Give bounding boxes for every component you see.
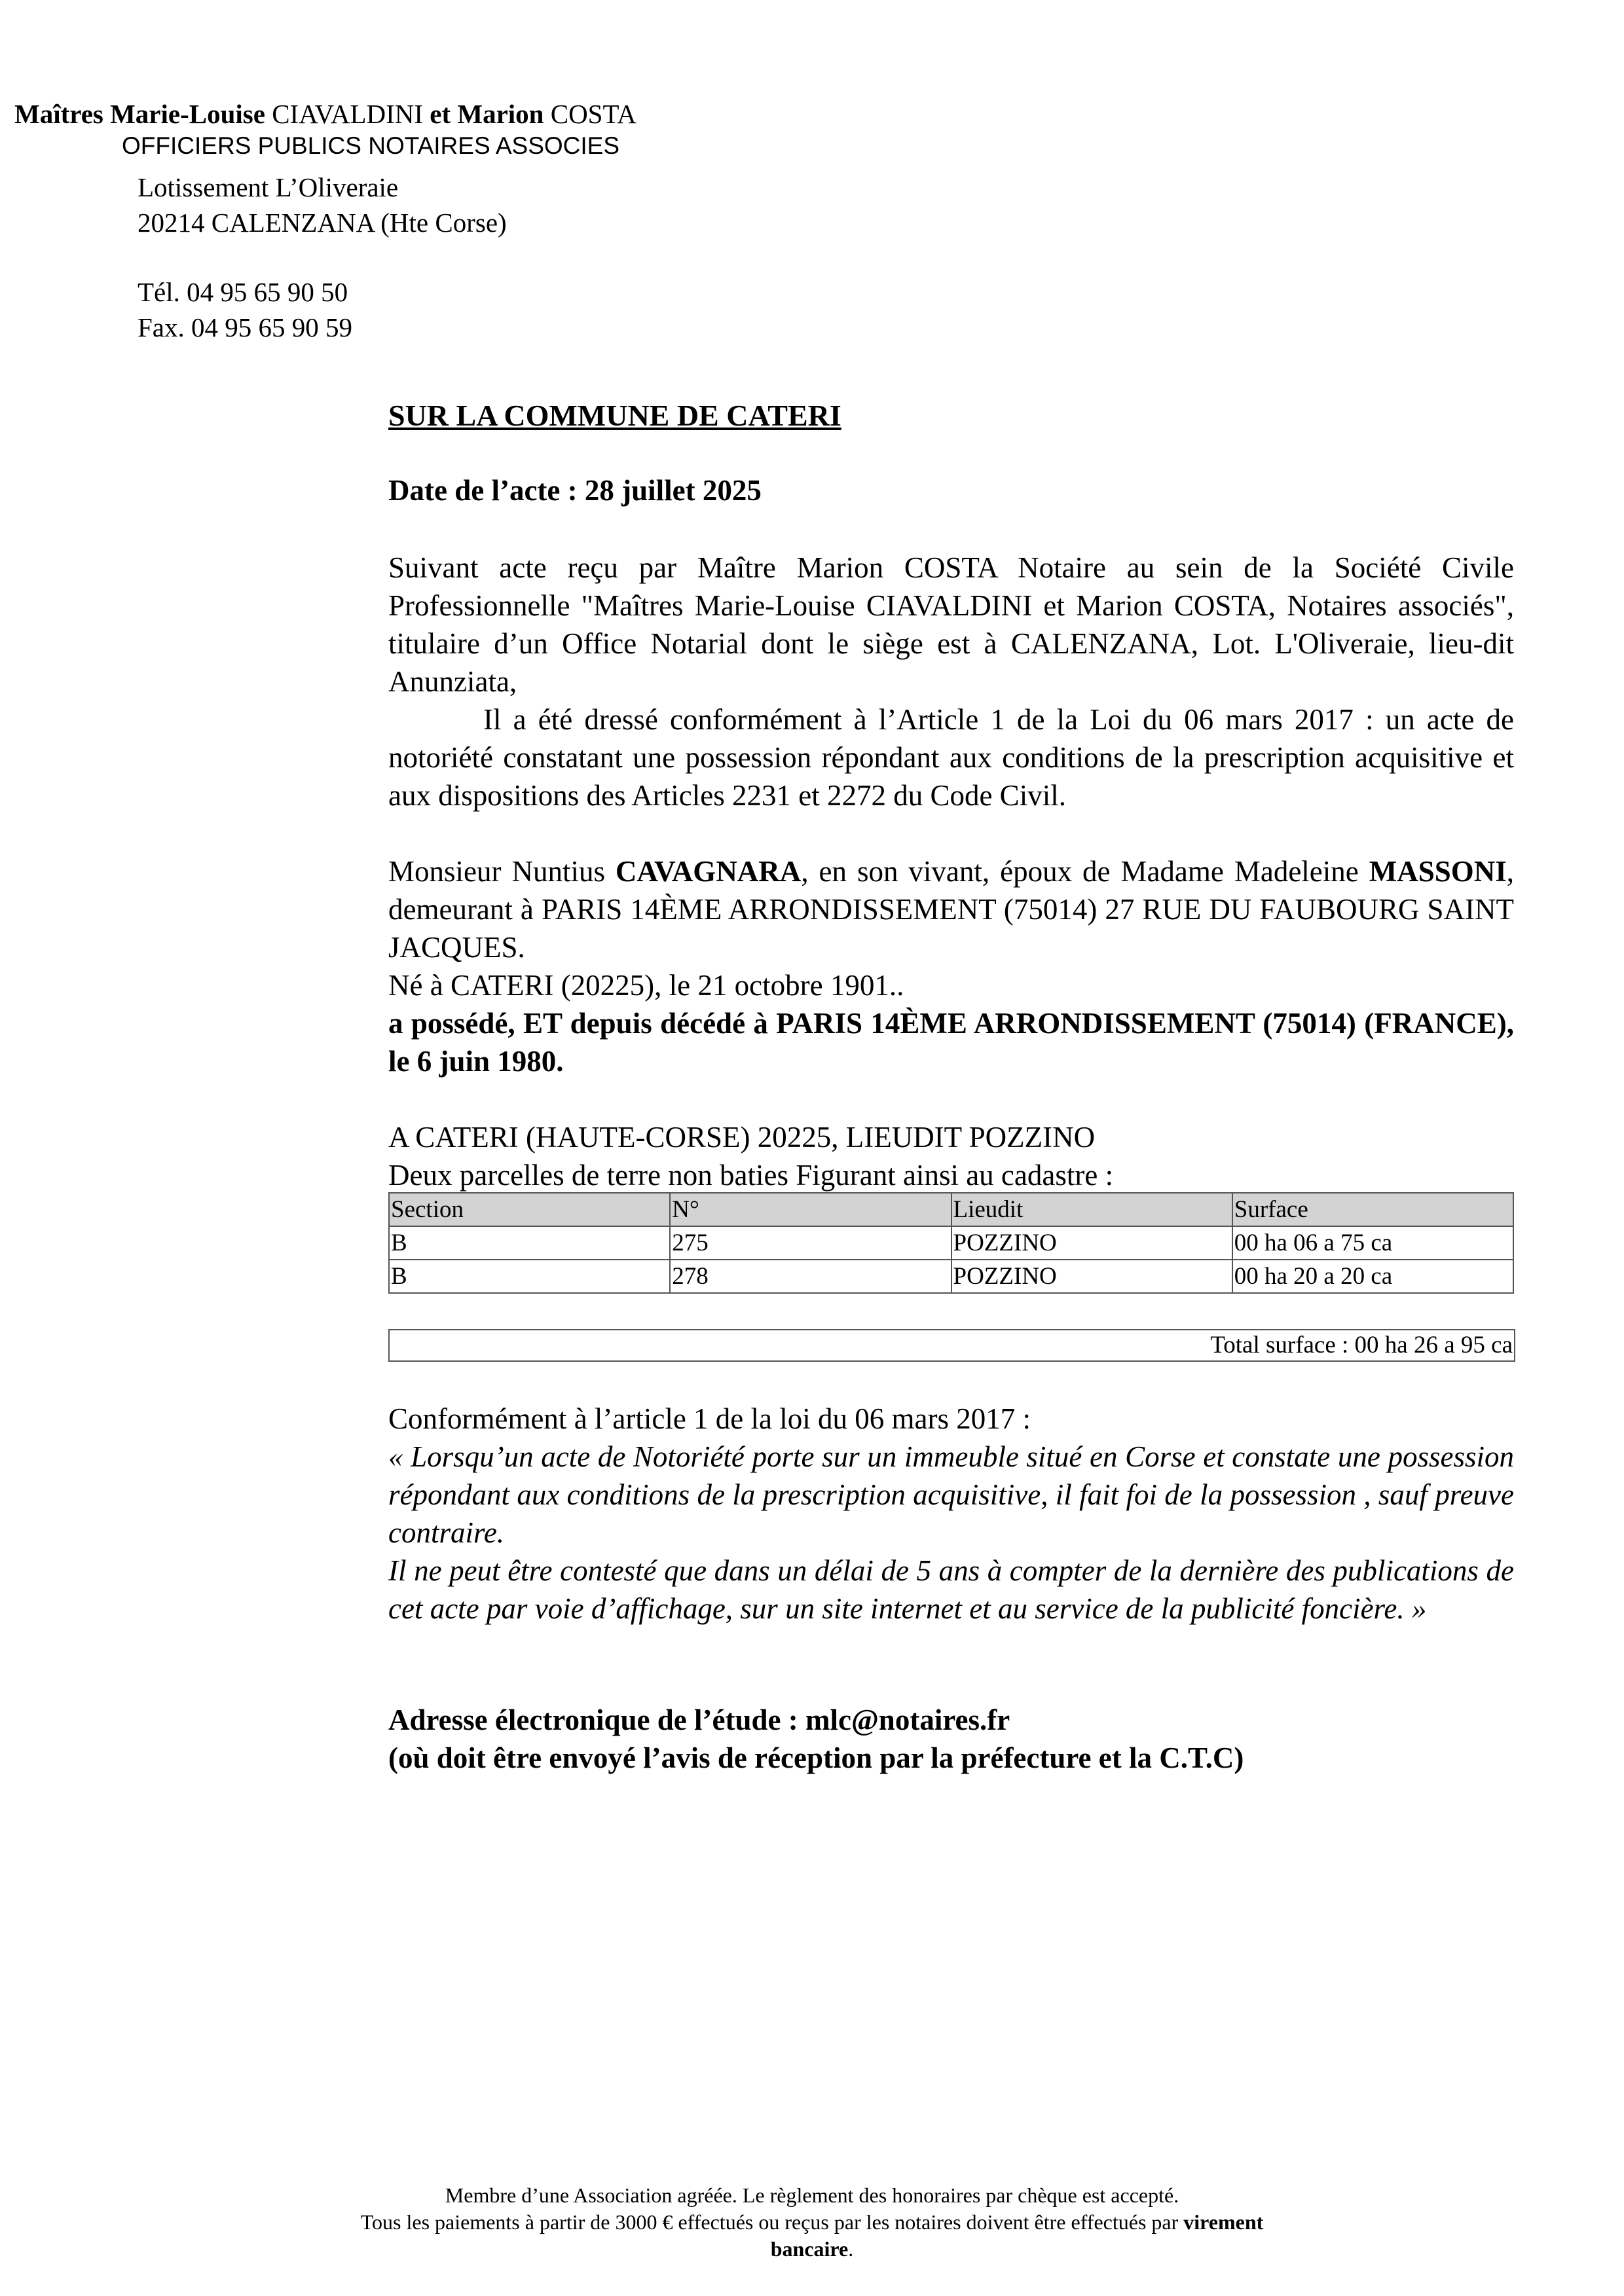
letterhead-name-line (14, 96, 637, 132)
footer-payment-text: Tous les paiements à partir de 3000 € effectués ou reçus par les notaires doivent être effectués par (360, 2210, 1184, 2234)
footer-virement: virement (1183, 2210, 1264, 2234)
footer-line-1: Membre d’une Association agréée. Le règlement des honoraires par chèque est accepté. (445, 2183, 1179, 2207)
address-line-2: 20214 CALENZANA (Hte Corse) (138, 208, 507, 238)
cell-numero: 278 (670, 1260, 951, 1293)
header-lieudit: Lieudit (951, 1193, 1232, 1226)
date-acte: Date de l’acte : 28 juillet 2025 (388, 474, 762, 507)
footer-bancaire: bancaire (770, 2237, 849, 2261)
cell-section: B (389, 1260, 670, 1293)
cell-lieudit: POZZINO (951, 1226, 1232, 1260)
footer-line-2 (0, 2209, 1624, 2236)
notoriete-paragraph: Il a été dressé conformément à l’Article 1 de la Loi du 06 mars 2017 : un acte de notoriété constatant une possession répondant aux conditions de la prescription acquisitive et aux dispositions des Articles 2231 et 2272 du Code Civil. (388, 703, 1514, 812)
death-line: a possédé, ET depuis décédé à PARIS 14ÈME ARRONDISSEMENT (75014) (FRANCE), le 6 juin 1980. (388, 1007, 1514, 1078)
table-row (389, 1260, 1513, 1293)
conjunction-et: et (430, 99, 451, 129)
cadastre-table (388, 1192, 1514, 1294)
birth-line: Né à CATERI (20225), le 21 octobre 1901.. (388, 969, 904, 1002)
cell-section: B (389, 1226, 670, 1260)
footer-line-3 (0, 2236, 1624, 2263)
person-intro: Monsieur Nuntius (388, 855, 616, 888)
header-numero: N° (670, 1193, 951, 1226)
table-row (389, 1226, 1513, 1260)
total-surface: Total surface : 00 ha 26 a 95 ca (388, 1329, 1515, 1362)
header-section: Section (389, 1193, 670, 1226)
legal-quote-1: « Lorsqu’un acte de Notoriété porte sur un immeuble situé en Corse et constate une possession répondant aux conditions de la prescription acquisitive, il fait foi de la possession , sauf preuve contraire. (388, 1440, 1514, 1549)
maitres-prefix: Maîtres Marie-Louise (14, 99, 265, 129)
person-address: , demeurant à PARIS 14ÈME ARRONDISSEMENT (75014) 27 RUE DU FAUBOURG SAINT JACQUES. (388, 855, 1515, 964)
marion-first-name: Marion (457, 99, 544, 129)
person-spouse-intro: , en son vivant, époux de Madame Madeleine (801, 855, 1369, 888)
address-line-1: Lotissement L’Oliveraie (138, 172, 399, 202)
location-line: A CATERI (HAUTE-CORSE) 20225, LIEUDIT POZZINO (388, 1121, 1096, 1154)
spouse-surname: MASSONI (1369, 855, 1507, 888)
person-paragraph (388, 852, 1514, 966)
notary-name-1: CIAVALDINI (272, 99, 424, 129)
notary-name-2: COSTA (550, 99, 637, 129)
conformement-line: Conformément à l’article 1 de la loi du 06 mars 2017 : (388, 1402, 1031, 1435)
cell-surface: 00 ha 20 a 20 ca (1232, 1260, 1513, 1293)
email-note: (où doit être envoyé l’avis de réception par la préfecture et la C.T.C) (388, 1741, 1244, 1774)
officiers-line: OFFICIERS PUBLICS NOTAIRES ASSOCIES (122, 132, 620, 159)
person-surname: CAVAGNARA (615, 855, 802, 888)
table-header-row (389, 1193, 1513, 1226)
parcels-intro: Deux parcelles de terre non baties Figurant ainsi au cadastre : (388, 1159, 1114, 1192)
cell-numero: 275 (670, 1226, 951, 1260)
fax: Fax. 04 95 65 90 59 (138, 312, 352, 342)
telephone: Tél. 04 95 65 90 50 (138, 277, 348, 307)
header-surface: Surface (1232, 1193, 1513, 1226)
footer-dot: . (848, 2237, 854, 2261)
email-line: Adresse électronique de l’étude : mlc@notaires.fr (388, 1704, 1010, 1736)
page-title: SUR LA COMMUNE DE CATERI (388, 399, 841, 432)
cell-surface: 00 ha 06 a 75 ca (1232, 1226, 1513, 1260)
legal-quote-2: Il ne peut être contesté que dans un délai de 5 ans à compter de la dernière des publications de cet acte par voie d’affichage, sur un site internet et au service de la publicité foncière. » (388, 1554, 1514, 1625)
cell-lieudit: POZZINO (951, 1260, 1232, 1293)
acte-paragraph: Suivant acte reçu par Maître Marion COSTA Notaire au sein de la Société Civile Professionnelle "Maîtres Marie-Louise CIAVALDINI et Marion COSTA, Notaires associés", titulaire d’un Office Notarial dont le siège est à CALENZANA, Lot. L'Oliveraie, lieu-dit Anunziata, (388, 551, 1514, 698)
